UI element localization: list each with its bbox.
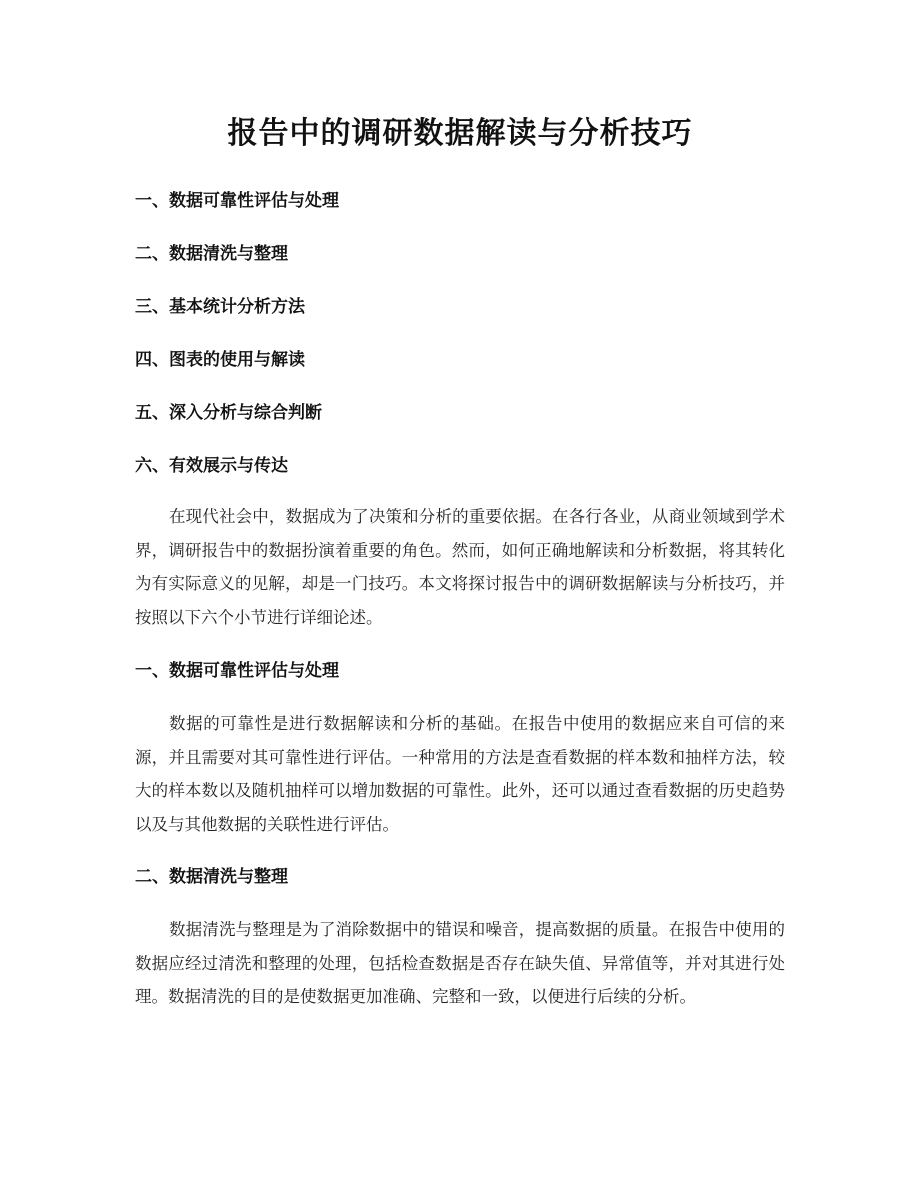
toc-item: 一、数据可靠性评估与处理 [135,191,339,211]
table-of-contents [135,187,785,505]
toc-item: 五、深入分析与综合判断 [135,403,322,423]
toc-item: 三、基本统计分析方法 [135,297,305,317]
section-heading-reliability: 一、数据可靠性评估与处理 [135,661,339,681]
toc-item: 四、图表的使用与解读 [135,350,305,370]
intro-paragraph: 在现代社会中，数据成为了决策和分析的重要依据。在各行各业，从商业领域到学术界，调研报告中的数据扮演着重要的角色。然而，如何正确地解读和分析数据，将其转化为有实际意义的见解，却是一门技巧。本文将探讨报告中的调研数据解读与分析技巧，并按照以下六个小节进行详细论述。 [135,507,785,627]
section-paragraph-cleaning: 数据清洗与整理是为了消除数据中的错误和噪音，提高数据的质量。在报告中使用的数据应经过清洗和整理的处理，包括检查数据是否存在缺失值、异常值等，并对其进行处理。数据清洗的目的是使数据更加准确、完整和一致，以便进行后续的分析。 [135,920,785,1006]
document-body [135,500,785,1014]
document-title: 报告中的调研数据解读与分析技巧 [227,116,693,151]
toc-item: 二、数据清洗与整理 [135,244,288,264]
section-heading-cleaning: 二、数据清洗与整理 [135,867,288,887]
section-paragraph-reliability: 数据的可靠性是进行数据解读和分析的基础。在报告中使用的数据应来自可信的来源，并且需要对其可靠性进行评估。一种常用的方法是查看数据的样本数和抽样方法，较大的样本数以及随机抽样可以增加数据的可靠性。此外，还可以通过查看数据的历史趋势以及与其他数据的关联性进行评估。 [135,714,785,834]
toc-item: 六、有效展示与传达 [135,456,288,476]
